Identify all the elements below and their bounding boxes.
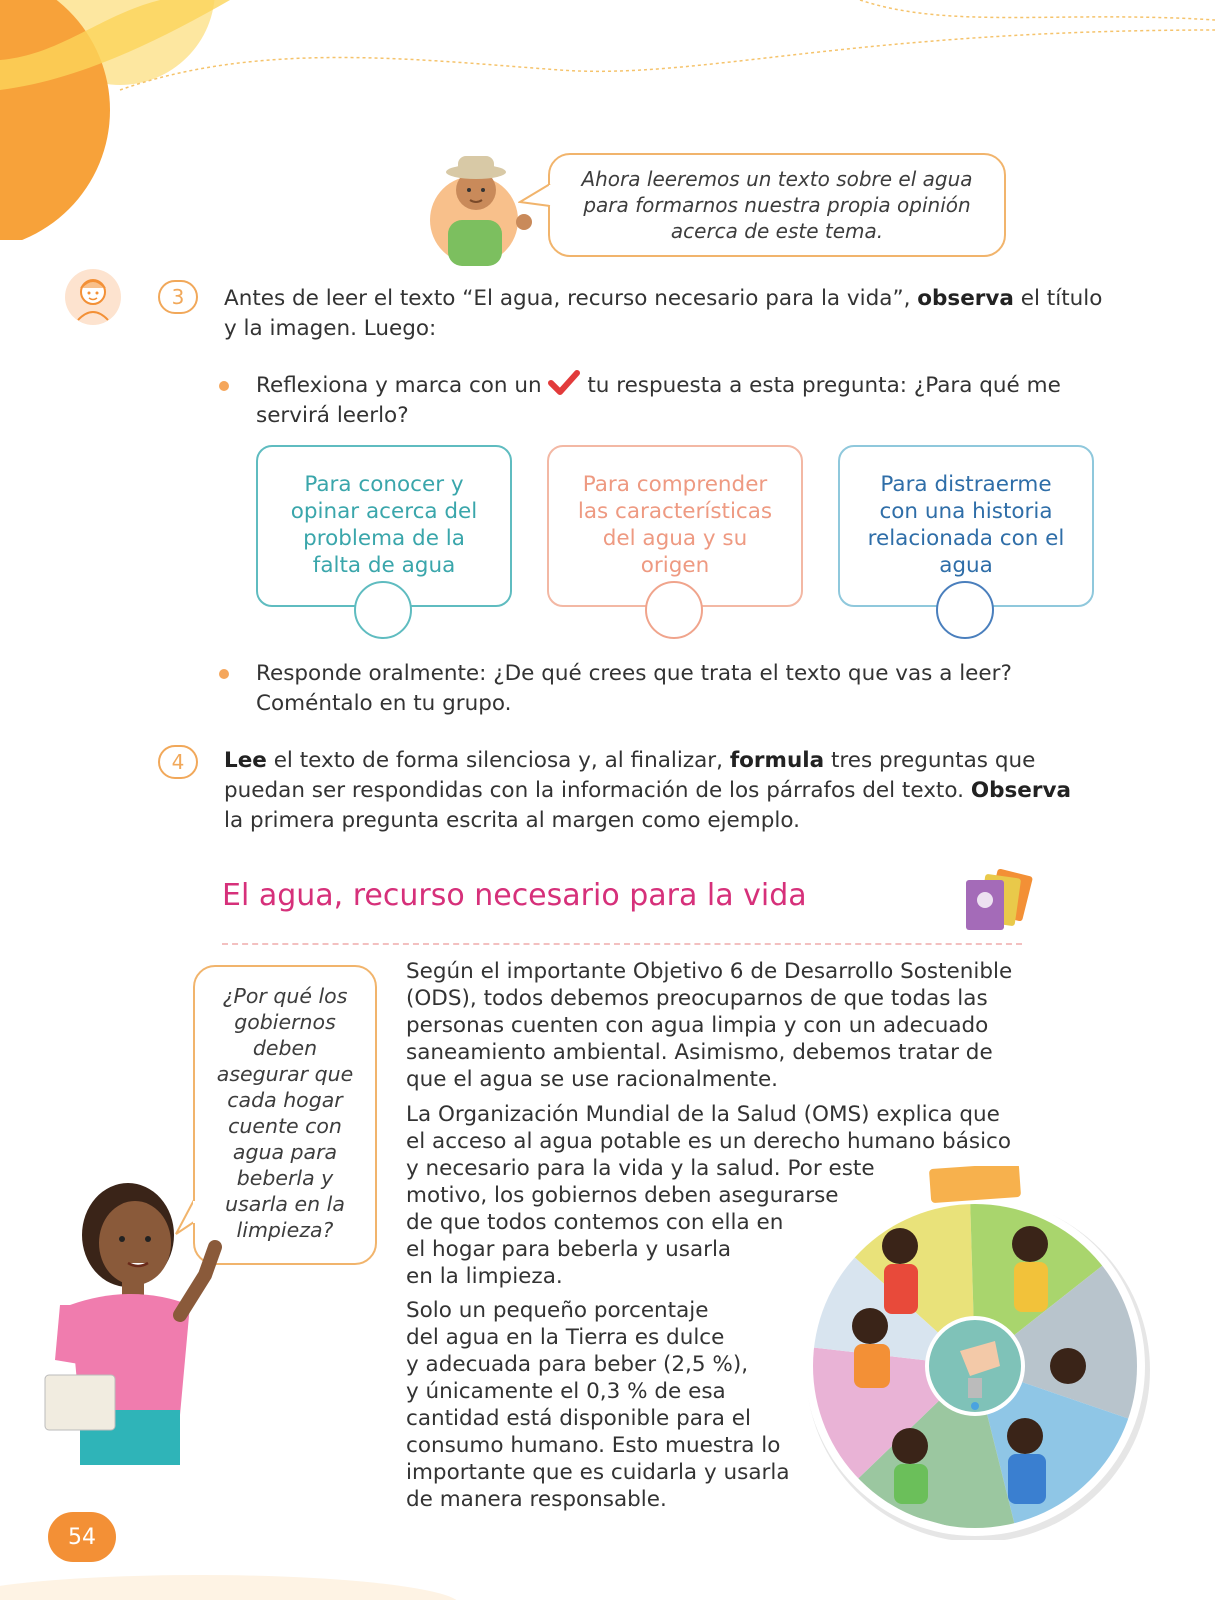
option-box-comprender: Para comprender las características del agua y su origen bbox=[547, 445, 803, 607]
bullet-dot bbox=[219, 381, 229, 391]
step-number-3: 3 bbox=[158, 280, 198, 314]
reading-title: El agua, recurso necesario para la vida bbox=[222, 878, 807, 913]
bullet-oral-instruction: Responde oralmente: ¿De qué crees que trata el texto que vas a leer? Coméntalo en tu grupo. bbox=[256, 661, 1012, 716]
step-3-instruction: Antes de leer el texto “El agua, recurso necesario para la vida”, observa el título y la imagen. Luego: bbox=[224, 286, 1103, 341]
step-3-bold-verb: observa bbox=[917, 286, 1014, 311]
intro-speech-text: Ahora leeremos un texto sobre el agua para formarnos nuestra propia opinión acerca de este tema. bbox=[581, 167, 973, 243]
paragraph-1: Según el importante Objetivo 6 de Desarrollo Sostenible (ODS), todos debemos preocuparnos de que todas las personas cuenten con agua limpia y con un adecuado saneamiento ambiental. Asimismo, debemos tratar de que el agua se use racionalmente. bbox=[406, 959, 1013, 1092]
margin-question-text: ¿Por qué los gobiernos deben asegurar que cada hogar cuente con agua para beberla y usarla en la limpieza? bbox=[216, 984, 354, 1242]
books-icon bbox=[962, 868, 1042, 932]
checkmark-icon bbox=[548, 370, 580, 394]
girl-pointing-illustration bbox=[40, 1165, 230, 1465]
paragraph-2: La Organización Mundial de la Salud (OMS) explica que el acceso al agua potable es un derecho humano básico y necesario para la vida y la salud. Por este motivo, los gobiernos deben asegurarse de que todos contemos con ella en el hogar para beberla y usarla en la limpieza. bbox=[406, 1102, 1012, 1289]
option-checkbox-distraerme[interactable] bbox=[936, 581, 994, 639]
decorative-footer-shape bbox=[0, 1560, 1215, 1600]
option-box-conocer: Para conocer y opinar acerca del problema de la falta de agua bbox=[256, 445, 512, 607]
intro-speech-bubble bbox=[548, 153, 1006, 257]
individual-work-icon bbox=[64, 268, 122, 326]
option-box-distraerme: Para distraerme con una historia relacionada con el agua bbox=[838, 445, 1094, 607]
step-number-4: 4 bbox=[158, 745, 198, 779]
option-checkbox-conocer[interactable] bbox=[354, 581, 412, 639]
step-4-instruction: Lee el texto de forma silenciosa y, al finalizar, formula tres preguntas que puedan ser respondidas con la información de los párrafos del texto. Observa la primera pregunta escrita al margen como ejemplo. bbox=[224, 748, 1071, 833]
page-number: 54 bbox=[68, 1524, 96, 1550]
speech-bubble-tail bbox=[518, 180, 552, 210]
title-divider bbox=[222, 943, 1022, 945]
paragraph-3: Solo un pequeño porcentaje del agua en la Tierra es dulce y adecuada para beber (2,5 %), y únicamente el 0,3 % de esa cantidad está disponible para el consumo humano. Esto muestra lo importante que es cuidarla y usarla de manera responsable. bbox=[406, 1298, 790, 1512]
bullet-reflect-instruction: Reflexiona y marca con un tu respuesta a esta pregunta: ¿Para qué me servirá leerlo? bbox=[256, 370, 1106, 431]
option-checkbox-comprender[interactable] bbox=[645, 581, 703, 639]
page-number-badge bbox=[48, 1512, 116, 1562]
bullet-dot bbox=[219, 669, 229, 679]
water-uses-circular-illustration bbox=[800, 1166, 1150, 1540]
